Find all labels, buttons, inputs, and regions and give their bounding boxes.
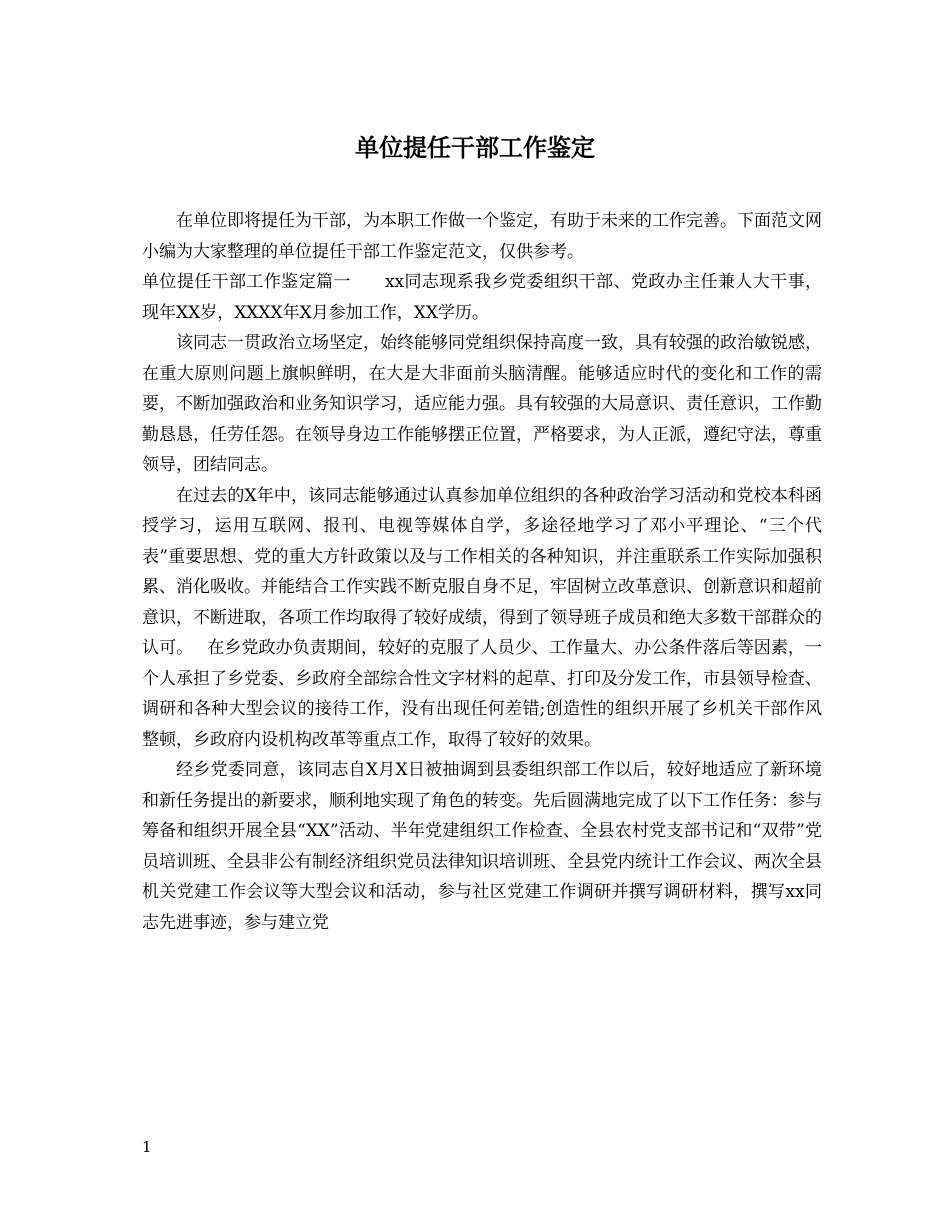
- document-body: [142, 206, 822, 938]
- paragraph-transfer-work: 经乡党委同意，该同志自X月X日被抽调到县委组织部工作以后，较好地适应了新环境和新任务提出的新要求，顺利地实现了角色的转变。先后圆满地完成了以下工作任务：参与筹备和组织开展全县“XX”活动、半年党建组织工作检查、全县农村党支部书记和“双带”党员培训班、全县非公有制经济组织党员法律知识培训班、全县党内统计工作会议、两次全县机关党建工作会议等大型会议和活动，参与社区党建工作调研并撰写调研材料，撰写xx同志先进事迹，参与建立党: [142, 760, 822, 933]
- section-heading-text: 单位提任干部工作鉴定篇一: [142, 272, 351, 292]
- page-number: 1: [142, 1138, 152, 1156]
- document-title: 单位提任干部工作鉴定: [355, 134, 595, 162]
- paragraph-office-work-text: 在乡党政办负责期间，较好的克服了人员少、工作量大、办公条件落后等因素，一个人承担了乡党委、乡政府全部综合性文字材料的起草、打印及分发工作，市县领导检查、调研和各种大型会议的接待工作，没有出现任何差错;创造性的组织开展了乡机关干部作风整顿，乡政府内设机构改革等重点工作，取得了较好的效果。: [142, 638, 823, 750]
- paragraph-intro: 在单位即将提任为干部，为本职工作做一个鉴定，有助于未来的工作完善。下面范文网小编为大家整理的单位提任干部工作鉴定范文，仅供参考。: [142, 211, 822, 262]
- paragraph-study-text: 在过去的X年中，该同志能够通过认真参加单位组织的各种政治学习活动和党校本科函授学习，运用互联网、报刊、电视等媒体自学，多途径地学习了邓小平理论、“三个代表”重要思想、党的重大方针政策以及与工作相关的各种知识，并注重联系工作实际加强积累、消化吸收。并能结合工作实践不断克服自身不足，牢固树立改革意识、创新意识和超前意识，不断进取，各项工作均取得了较好成绩，得到了领导班子成员和绝大多数干部群众的认可。: [142, 485, 822, 658]
- paragraph-section-heading: [142, 267, 822, 328]
- section-first-sentence: xx同志现系我乡党委组织干部、党政办主任兼人大干事，现年XX岁，XXXX年X月参加工作，XX学历。: [142, 272, 822, 323]
- paragraph-political-stance: 该同志一贯政治立场坚定，始终能够同党组织保持高度一致，具有较强的政治敏锐感，在重大原则问题上旗帜鲜明，在大是大非面前头脑清醒。能够适应时代的变化和工作的需要，不断加强政治和业务知识学习，适应能力强。具有较强的大局意识、责任意识，工作勤勤恳恳，任劳任怨。在领导身边工作能够摆正位置，严格要求，为人正派，遵纪守法，尊重领导，团结同志。: [142, 333, 822, 475]
- paragraph-study: [142, 481, 822, 756]
